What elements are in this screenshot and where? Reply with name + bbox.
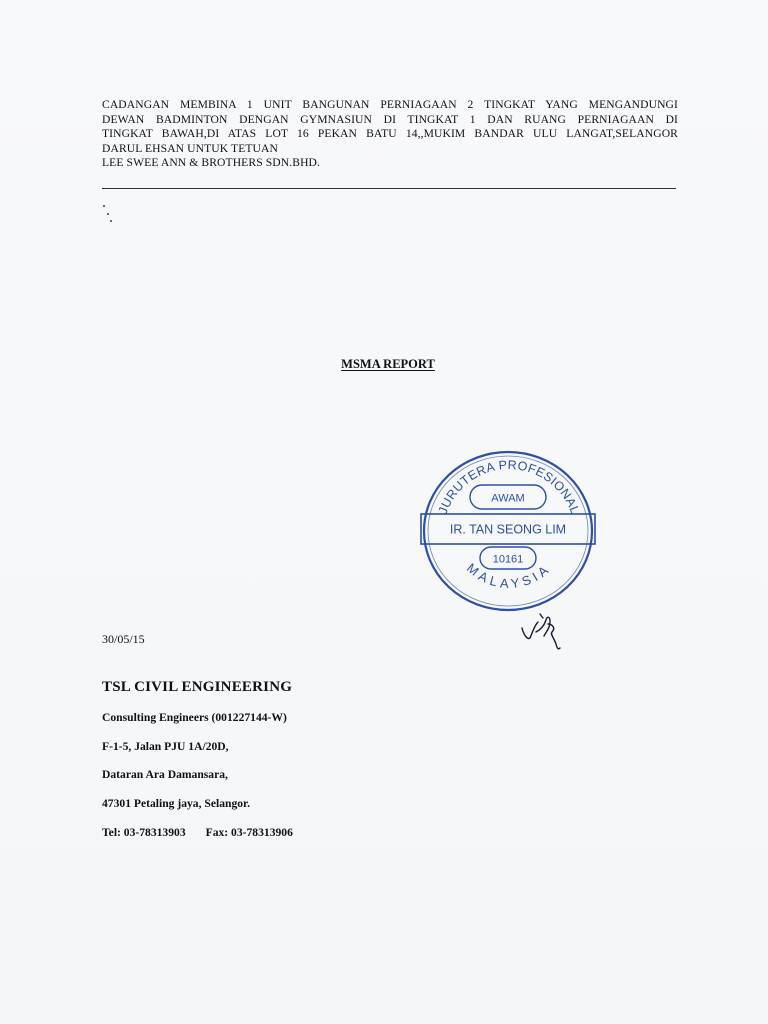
project-description-line: DARUL EHSAN UNTUK TETUAN <box>102 141 278 155</box>
project-description-line: TINGKAT BAWAH,DI ATAS LOT 16 PEKAN BATU 14,,MUKIM BANDAR ULU LANGAT,SELANGOR <box>102 127 678 140</box>
header-divider <box>102 188 676 189</box>
project-description-line: DEWAN BADMINTON DENGAN GYMNASIUN DI TINGKAT 1 DAN RUANG PERNIAGAAN DI <box>102 112 678 126</box>
stamp-registration-no: 10161 <box>492 553 524 566</box>
company-name: TSL CIVIL ENGINEERING <box>102 679 293 695</box>
stamp-arc-top-text: JURUTERA PROFESIONAL <box>435 457 583 517</box>
project-description <box>102 98 678 171</box>
address-line-1: F-1-5, Jalan PJU 1A/20D, <box>102 740 229 753</box>
stamp-arc-bottom-text: MALAYSIA <box>463 560 554 592</box>
professional-engineer-stamp <box>420 449 596 613</box>
client-name: LEE SWEE ANN & BROTHERS SDN.BHD. <box>102 156 321 169</box>
stamp-discipline: AWAM <box>491 492 525 505</box>
stamp-engineer-name: IR. TAN SEONG LIM <box>449 522 567 537</box>
address-line-2: Dataran Ara Damansara, <box>102 768 228 781</box>
project-description-line: CADANGAN MEMBINA 1 UNIT BANGUNAN PERNIAGAAN 2 TINGKAT YANG MENGANDUNGI <box>102 98 678 111</box>
fax-number: Fax: 03-78313906 <box>205 826 293 839</box>
company-tagline: Consulting Engineers (001227144-W) <box>102 711 287 724</box>
scan-speck <box>110 220 112 222</box>
address-line-3: 47301 Petaling jaya, Selangor. <box>102 797 251 810</box>
report-title: MSMA REPORT <box>341 357 435 371</box>
contact-numbers <box>102 826 293 839</box>
scan-speck <box>103 205 105 207</box>
scan-speck <box>107 213 109 215</box>
telephone-number: Tel: 03-78313903 <box>102 826 186 839</box>
document-date: 30/05/15 <box>102 632 145 646</box>
engineer-signature <box>516 610 568 654</box>
